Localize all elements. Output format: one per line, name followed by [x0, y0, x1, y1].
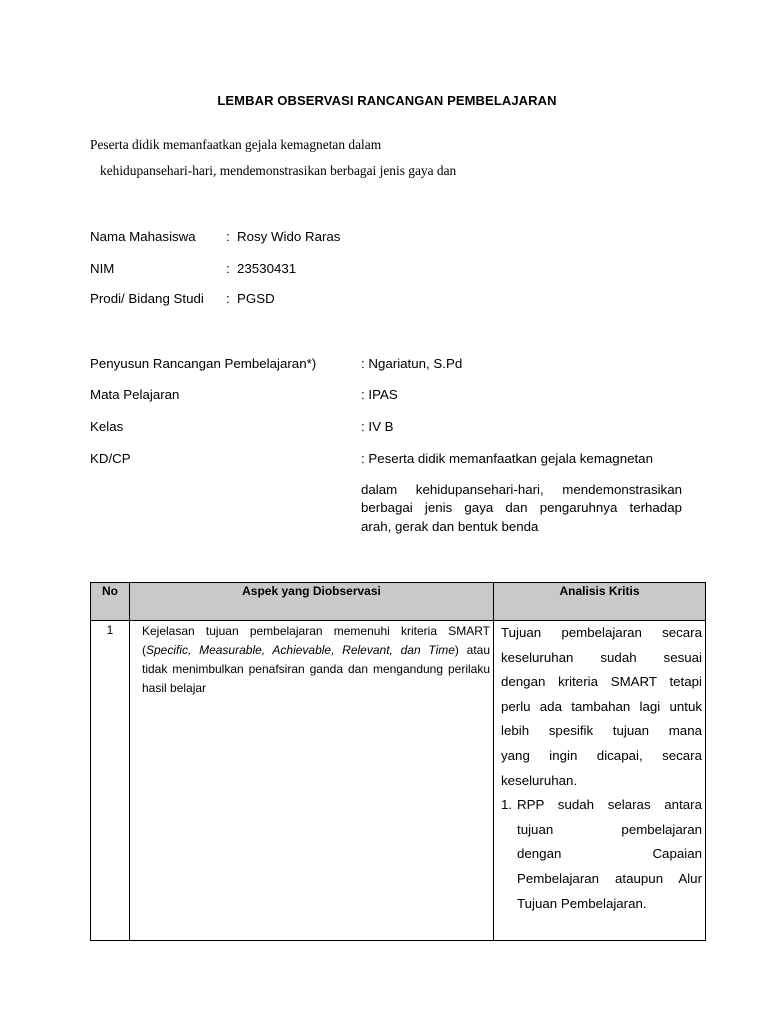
- list-item: [501, 793, 702, 916]
- nim-label: NIM: [90, 261, 115, 276]
- kdcp-value-line-4: arah, gerak dan bentuk benda: [361, 519, 539, 534]
- kelas-value: : IV B: [361, 419, 394, 434]
- prodi-value: PGSD: [237, 291, 275, 306]
- nim-value: 23530431: [237, 261, 297, 276]
- list-marker: 1.: [501, 797, 513, 813]
- kdcp-value-line-3: berbagai jenis gaya dan pengaruhnya terhadap: [361, 500, 682, 515]
- aspek-cell: [130, 621, 494, 941]
- header-aspek: Aspek yang Diobservasi: [130, 583, 494, 621]
- header-analisis: Analisis Kritis: [494, 583, 706, 621]
- analisis-cell: [494, 621, 706, 941]
- smart-criteria-text: Specific, Measurable, Achievable, Relevant, dan Time: [146, 643, 455, 657]
- analisis-list: [501, 793, 702, 916]
- analisis-line: dengan kriteria SMART tetapi: [501, 674, 702, 690]
- analisis-line: keseluruhan sudah sesuai: [501, 649, 702, 665]
- kelas-label: Kelas: [90, 419, 124, 434]
- prodi-separator: :: [226, 291, 230, 306]
- list-line: Tujuan Pembelajaran.: [517, 895, 647, 911]
- list-line: RPP sudah selaras antara: [517, 797, 702, 813]
- kdcp-value-first-line: : Peserta didik memanfaatkan gejala kemagnetan: [361, 451, 653, 466]
- name-separator: :: [226, 229, 230, 244]
- aspek-text-start: Kejelasan tujuan pembelajaran memenuhi kriteria SMART (: [142, 624, 490, 657]
- penyusun-label: Penyusun Rancangan Pembelajaran*): [90, 356, 317, 371]
- name-value: Rosy Wido Raras: [237, 229, 341, 244]
- header-no: No: [91, 583, 130, 621]
- analisis-line: Tujuan pembelajaran secara: [501, 625, 702, 640]
- nim-separator: :: [226, 261, 230, 276]
- mapel-value: : IPAS: [361, 387, 398, 402]
- table-row: [91, 621, 706, 941]
- mapel-label: Mata Pelajaran: [90, 387, 180, 402]
- penyusun-value: : Ngariatun, S.Pd: [361, 356, 463, 371]
- observation-table: [90, 582, 706, 941]
- name-label: Nama Mahasiswa: [90, 229, 196, 244]
- list-line: tujuan pembelajaran: [517, 821, 702, 837]
- row-number: 1: [91, 621, 130, 941]
- analisis-line: yang ingin dicapai, secara: [501, 747, 702, 763]
- prodi-label: Prodi/ Bidang Studi: [90, 291, 204, 306]
- document-title: LEMBAR OBSERVASI RANCANGAN PEMBELAJARAN: [217, 93, 557, 108]
- aspek-text-end: ) atau tidak menimbulkan penafsiran ganda dan mengandung perilaku hasil belajar: [142, 643, 491, 695]
- list-line: dengan Capaian: [517, 846, 702, 862]
- list-line: Pembelajaran ataupun Alur: [517, 870, 702, 886]
- table-header-row: [91, 583, 706, 621]
- intro-line-2: kehidupansehari-hari, mendemonstrasikan berbagai jenis gaya dan: [100, 163, 457, 178]
- kdcp-label: KD/CP: [90, 451, 131, 466]
- analisis-line: lebih spesifik tujuan mana: [501, 723, 702, 739]
- analisis-line: keseluruhan.: [501, 772, 578, 788]
- intro-line-1: Peserta didik memanfaatkan gejala kemagnetan dalam: [90, 137, 382, 152]
- analisis-line: perlu ada tambahan lagi untuk: [501, 698, 702, 714]
- analisis-paragraph: [501, 621, 702, 793]
- kdcp-value-line-2: dalam kehidupansehari-hari, mendemonstrasikan: [361, 482, 682, 497]
